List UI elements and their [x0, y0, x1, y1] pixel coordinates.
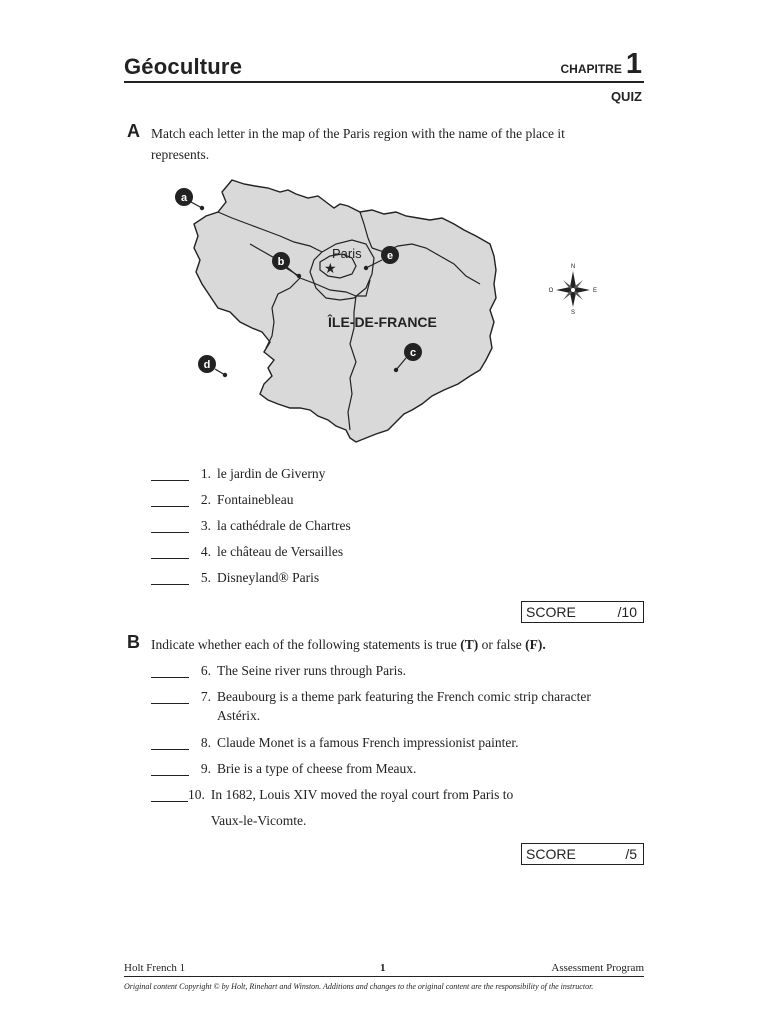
page-title: Géoculture: [124, 54, 243, 79]
copyright-notice: Original content Copyright © by Holt, Rinehart and Winston. Additions and changes to the original content are the responsibility of the instructor.: [124, 982, 594, 991]
svg-text:e: e: [386, 250, 394, 262]
item-text: Brie is a type of cheese from Meaux.: [217, 761, 417, 776]
item-number: 4.: [200, 544, 211, 559]
svg-text:b: b: [277, 256, 285, 268]
list-item: [151, 544, 343, 560]
paris-label: Paris: [332, 246, 362, 261]
list-item: [151, 663, 406, 679]
list-item: [151, 689, 591, 725]
section-b-instruction: [151, 634, 651, 655]
item-number: 9.: [200, 761, 211, 776]
instruction-line: represents.: [151, 147, 210, 162]
item-text: Fontainebleau: [217, 492, 294, 507]
svg-text:c: c: [409, 347, 417, 359]
false-marker: (F).: [525, 637, 546, 652]
marker-d: [198, 355, 227, 377]
instruction-line: Match each letter in the map of the Paris region with the name of the place it: [151, 126, 565, 141]
instruction-text: or false: [478, 637, 526, 652]
answer-blank[interactable]: [151, 544, 189, 559]
score-total: /5: [625, 846, 637, 862]
ile-de-france-map: [160, 172, 520, 452]
item-number: 6.: [200, 663, 211, 678]
svg-text:O: O: [548, 288, 554, 294]
answer-blank[interactable]: [151, 466, 189, 481]
section-b-letter: B: [127, 632, 140, 652]
answer-blank[interactable]: [151, 518, 189, 533]
score-box: [521, 843, 644, 865]
footer-book-title: Holt French 1: [124, 962, 186, 974]
page-number: 1: [380, 962, 386, 974]
item-text: le château de Versailles: [217, 544, 344, 559]
list-item: [151, 518, 351, 534]
list-item: [151, 735, 518, 751]
score-label: SCORE: [526, 604, 576, 620]
list-item: [151, 466, 325, 482]
quiz-label: QUIZ: [610, 89, 642, 104]
item-text: In 1682, Louis XIV moved the royal court from Paris to: [210, 787, 514, 802]
answer-blank[interactable]: [151, 689, 189, 704]
answer-blank[interactable]: [151, 570, 189, 585]
chapter-label: [561, 50, 642, 79]
item-text: Beaubourg is a theme park featuring the French comic strip character: [217, 689, 591, 704]
item-text-block: [217, 687, 591, 725]
item-text: Disneyland® Paris: [217, 570, 320, 585]
header-divider: [124, 81, 644, 83]
item-number: 3.: [200, 518, 211, 533]
footer-divider: [124, 976, 644, 977]
item-text: Vaux-le-Vicomte.: [210, 813, 307, 828]
item-number: 10.: [188, 787, 205, 802]
chapter-number: 1: [625, 48, 642, 80]
answer-blank[interactable]: [151, 761, 189, 776]
score-box: [521, 601, 644, 623]
answer-blank[interactable]: [151, 787, 188, 802]
instruction-text: Indicate whether each of the following statements is true: [151, 637, 461, 652]
item-number: 5.: [200, 570, 211, 585]
compass-rose-icon: [546, 260, 602, 318]
svg-text:E: E: [592, 288, 598, 294]
item-text: Claude Monet is a famous French impressionist painter.: [217, 735, 519, 750]
item-number: 1.: [200, 466, 211, 481]
score-label: SCORE: [526, 846, 576, 862]
answer-blank[interactable]: [151, 735, 189, 750]
section-a-instruction: [151, 123, 651, 165]
item-number: 2.: [200, 492, 211, 507]
item-text: la cathédrale de Chartres: [217, 518, 351, 533]
region-outline: [194, 180, 496, 442]
chapter-word: CHAPITRE: [560, 62, 622, 76]
item-text: le jardin de Giverny: [217, 466, 326, 481]
list-item: [151, 492, 293, 508]
section-a-letter: A: [127, 121, 140, 141]
marker-a: [175, 188, 204, 210]
list-item: [151, 787, 513, 834]
svg-text:d: d: [203, 359, 211, 371]
list-item: [151, 570, 319, 586]
list-item: [151, 761, 416, 777]
score-total: /10: [617, 604, 637, 620]
item-text: Astérix.: [217, 708, 261, 723]
svg-text:S: S: [570, 310, 576, 316]
item-number: 8.: [200, 735, 211, 750]
region-label: ÎLE-DE-FRANCE: [328, 314, 437, 330]
item-text: The Seine river runs through Paris.: [217, 663, 406, 678]
true-marker: (T): [460, 637, 479, 652]
answer-blank[interactable]: [151, 492, 189, 507]
svg-text:N: N: [570, 264, 576, 270]
footer-program: Assessment Program: [551, 962, 644, 974]
item-text-block: [211, 782, 513, 834]
answer-blank[interactable]: [151, 663, 189, 678]
item-number: 7.: [200, 689, 211, 704]
star-icon: ★: [324, 261, 337, 277]
svg-text:a: a: [180, 192, 188, 204]
